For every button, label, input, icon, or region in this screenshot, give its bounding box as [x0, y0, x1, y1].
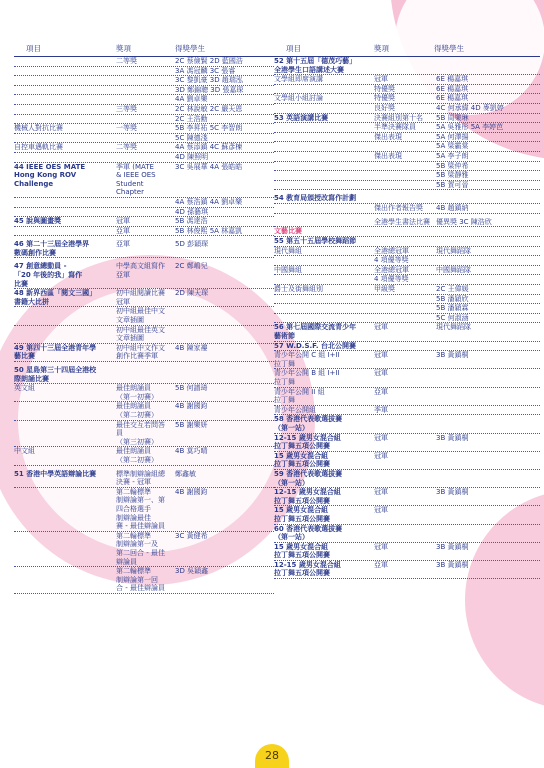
- item-cell: 15 歲男女混合組 拉丁舞五項公開賽: [274, 506, 330, 523]
- award-cell: 初中組閱讀比賽 冠軍: [116, 289, 165, 306]
- students-cell: 3B 黃鎮桐: [436, 433, 469, 442]
- table-row: [274, 434, 540, 452]
- table-row: [274, 114, 540, 124]
- table-row: [274, 351, 540, 369]
- students-cell: 4B 謝國鈞: [175, 402, 208, 411]
- award-cell: 初中組最佳中文 文章插圖: [116, 307, 165, 325]
- item-cell: 15 歲男女混合組 拉丁舞五項公開賽: [274, 542, 330, 560]
- section-title: 文藝比賽: [274, 227, 302, 236]
- award-cell: 亞軍: [116, 226, 130, 235]
- table-row: [274, 152, 540, 162]
- award-cell: 特優獎: [374, 84, 395, 93]
- students-cell: 2C 王偉媛: [436, 285, 469, 294]
- table-row: [14, 421, 274, 448]
- item-cell: 47 創意總動員 - 「20 年後的我」寫作 比賽: [14, 262, 83, 288]
- students-cell: 3C 黃健希: [175, 531, 208, 540]
- students-cell: 5B 何譜琦: [175, 384, 208, 393]
- students-cell: 5C 陳德淺: [175, 133, 208, 142]
- table-row: [14, 76, 274, 86]
- item-cell: 青少年公開組: [274, 405, 316, 414]
- item-cell: 44 IEEE OES MATE Hong Kong ROV Challenge: [14, 162, 86, 188]
- item-cell: 46 第二十三屆全港學界 數碼創作比賽: [14, 240, 90, 257]
- header-award: 獎項: [374, 44, 389, 53]
- header-students: 得獎學生: [175, 44, 205, 53]
- table-row: [14, 163, 274, 198]
- table-row: [14, 447, 274, 465]
- award-cell: 全港總冠軍: [374, 265, 409, 274]
- table-row: [14, 217, 274, 227]
- award-cell: 季軍 (MATE & IEEE OES Student Chapter: [116, 162, 156, 197]
- award-cell: 一等獎: [116, 124, 137, 133]
- award-cell: 冠軍: [374, 542, 388, 551]
- item-cell: 52 第十五屆「德茂巧藝」 全港學生口語講述大賽: [274, 57, 357, 74]
- table-row: [274, 85, 540, 95]
- table-row: [274, 488, 540, 506]
- right-column: [274, 44, 540, 579]
- students-cell: 5B 周樂琳: [436, 113, 469, 122]
- item-cell: 50 星島第三十四屆全港校 際朗誦比賽: [14, 366, 97, 383]
- award-cell: 最佳朗誦員 （第一初賽）: [116, 384, 158, 401]
- table-row: [14, 86, 274, 96]
- table-row: [274, 406, 540, 416]
- left-column: [14, 44, 274, 594]
- item-cell: 中國舞組: [274, 265, 302, 274]
- award-cell: 標準制辯論組總 決賽 - 冠軍: [116, 469, 165, 487]
- students-cell: 5B 馮達浩: [175, 217, 208, 226]
- students-cell: 4D 陳照明: [175, 152, 209, 161]
- item-cell: 54 教育局頒授改寫作計劃: [274, 194, 357, 203]
- table-row: [14, 67, 274, 77]
- table-row: [274, 162, 540, 172]
- award-cell: 良好獎: [374, 103, 395, 112]
- item-cell: 機械人對抗比賽: [14, 124, 63, 133]
- table-row: [274, 142, 540, 152]
- students-cell: 5B 潘穎霖: [436, 304, 469, 313]
- table-row: [274, 123, 540, 133]
- item-cell: 45 說與圖畫獎: [14, 217, 62, 226]
- table-row: [14, 402, 274, 420]
- students-cell: 5A 梁霸棠: [436, 142, 469, 151]
- students-cell: 5A 吳雅彤 5A 李婷芭: [436, 123, 504, 132]
- students-cell: 5C 何淑涵: [436, 313, 469, 322]
- award-cell: 傑出表現: [374, 151, 402, 160]
- students-cell: 2C 王浩勳: [175, 114, 208, 123]
- students-cell: 3B 黃鎮桐: [436, 560, 469, 569]
- table-row: [14, 326, 274, 344]
- page-number: 28: [255, 744, 289, 768]
- item-cell: 爵士及街舞組別: [274, 285, 323, 294]
- students-cell: 3B 黃鎮桐: [436, 488, 469, 497]
- table-row: [14, 384, 274, 402]
- students-cell: 3A 馮冠麟 3C 張睿: [175, 66, 236, 75]
- item-cell: 60 香港代表歌選拔賽 （第一站）: [274, 524, 343, 542]
- table-row: [14, 240, 274, 258]
- students-cell: 4B 謝國鈞: [175, 487, 208, 496]
- table-row: [274, 342, 540, 352]
- table-row: [274, 506, 540, 524]
- table-row: [274, 171, 540, 181]
- award-cell: 最佳交互若問答 員 （第三初賽）: [116, 420, 165, 446]
- table-row: [14, 95, 274, 105]
- students-cell: 3D 吳穎鑫: [175, 567, 209, 576]
- award-cell: 冠軍: [374, 506, 388, 515]
- table-row: [14, 532, 274, 567]
- award-cell: 甲級獎: [374, 285, 395, 294]
- table-row: [14, 289, 274, 307]
- students-cell: 5A 何澤揚: [436, 132, 469, 141]
- item-cell: 57 W.D.S.F. 台北公開賽: [274, 341, 357, 350]
- award-cell: 中學高文組寫作 亞軍: [116, 262, 165, 280]
- table-row: [274, 247, 540, 257]
- students-cell: 5D 彭穎琛: [175, 240, 209, 249]
- table-row: [274, 415, 540, 433]
- students-cell: 4B 莫巧晴: [175, 447, 208, 456]
- table-row: [274, 369, 540, 387]
- table-row: [274, 75, 540, 85]
- table-row: [14, 57, 274, 67]
- students-cell: 6E 楊嘉琪: [436, 94, 469, 103]
- table-row: [274, 57, 540, 75]
- award-cell: 冠軍: [116, 217, 130, 226]
- item-cell: 15 歲男女混合組 拉丁舞五項公開賽: [274, 451, 330, 469]
- table-row: [14, 134, 274, 144]
- award-cell: 初中組最佳英文 文章插圖: [116, 325, 165, 343]
- award-cell: 二等獎: [116, 57, 137, 65]
- students-cell: 4D 孫藝琪: [175, 207, 209, 216]
- students-cell: 3B 黃鎮桐: [436, 542, 469, 551]
- table-row: [14, 124, 274, 134]
- table-row: [274, 227, 540, 237]
- students-cell: 5B 梁仲希: [436, 161, 469, 170]
- item-cell: 59 香港代表歌選拔賽 （第一站）: [274, 469, 343, 487]
- students-cell: 5B 李昇祐 5C 李智朗: [175, 124, 243, 133]
- table-row: [14, 366, 274, 384]
- header-item: 項目: [26, 44, 41, 53]
- table-row: [274, 218, 540, 228]
- award-cell: 全港學生書法比賽: [374, 217, 430, 226]
- table-row: [274, 295, 540, 305]
- students-cell: 3C 黎凱豪 3D 趙瑞泓: [175, 76, 243, 85]
- item-cell: 58 香港代表歌選拔賽 （第一站）: [274, 415, 343, 432]
- students-cell: 5B 賀可晉: [436, 180, 469, 189]
- item-cell: 53 英語演講比賽: [274, 113, 329, 122]
- students-cell: 優異獎 3C 陳浩欣: [436, 217, 492, 226]
- table-row: [14, 488, 274, 532]
- award-cell: 季軍: [374, 405, 388, 414]
- item-cell: 現代舞組: [274, 246, 302, 255]
- item-cell: 49 第四十三屆全港青年學 藝比賽: [14, 343, 97, 361]
- award-cell: 第二輪標準 制辯論第一及 第二回合 - 最佳 辯論員: [116, 531, 165, 566]
- item-cell: 56 第七屆國際交流青少年 藝術節: [274, 323, 357, 341]
- item-cell: 英文組: [14, 384, 35, 393]
- header-award: 獎項: [116, 44, 131, 53]
- award-cell: 亞軍: [374, 560, 388, 569]
- award-cell: 冠軍: [374, 323, 388, 332]
- award-cell: 冠軍: [374, 433, 388, 442]
- award-cell: 冠軍: [374, 451, 388, 460]
- award-cell: 亞軍: [374, 387, 388, 396]
- award-cell: 決賽組別第十名: [374, 113, 423, 122]
- table-row: [14, 153, 274, 163]
- students-cell: 5B 梁靜雅: [436, 171, 469, 180]
- award-cell: 特優獎: [374, 94, 395, 103]
- award-cell: 冠軍: [374, 369, 388, 378]
- table-row: [14, 115, 274, 125]
- item-cell: 青少年公開 II 組 拉丁舞: [274, 387, 325, 405]
- table-row: [274, 525, 540, 543]
- students-cell: 5A 李子朗: [436, 151, 469, 160]
- table-row: [274, 181, 540, 191]
- table-row: [274, 314, 540, 324]
- students-cell: 5B 謝樂妍: [175, 420, 208, 429]
- header-item: 項目: [286, 44, 301, 53]
- award-cell: 最佳朗誦員 （第二初賽）: [116, 447, 158, 464]
- table-row: [14, 208, 274, 218]
- table-row: [14, 143, 274, 153]
- award-cell: 傑出表現: [374, 132, 402, 141]
- award-cell: 全港總冠軍: [374, 246, 409, 255]
- students-cell: 2D 陳天琛: [175, 289, 209, 298]
- students-cell: 5B 林俊熙 5A 林嘉凱: [175, 226, 243, 235]
- item-cell: 青少年公開 B 組 I+II 拉丁舞: [274, 369, 340, 386]
- award-cell: 冠軍: [374, 75, 388, 84]
- award-cell: 第二輪標準 制辯論第一回 合 - 最佳辯論員: [116, 567, 165, 593]
- students-cell: 鄭鑫敏: [175, 469, 196, 478]
- header-students: 得獎學生: [434, 44, 464, 53]
- table-row: [274, 388, 540, 406]
- table-row: [14, 344, 274, 362]
- item-cell: 文學組小組討論: [274, 94, 323, 103]
- award-cell: 半準決賽隊員: [374, 123, 416, 132]
- students-cell: 4A 蔡添鎮 4C 蘇彥楝: [175, 143, 243, 152]
- item-cell: 12-15 歲男女混合組 拉丁舞五項公開賽: [274, 433, 341, 451]
- left-table-header: [14, 44, 274, 57]
- left-award-table: [14, 57, 274, 594]
- award-cell: 第二輪標準 制辯論第一、第 四合格選手 制辯論最佳 賽 - 最佳辯論員: [116, 487, 165, 531]
- award-cell: 亞軍: [116, 240, 130, 249]
- students-cell: 4B 陳家褸: [175, 343, 208, 352]
- item-cell: 青少年公開 C 組 I+II 拉丁舞: [274, 351, 340, 368]
- item-cell: 中文組: [14, 447, 35, 456]
- table-row: [274, 323, 540, 341]
- students-cell: 4B 趙鎮納: [436, 203, 469, 212]
- item-cell: 自控車邁軌比賽: [14, 143, 63, 152]
- item-cell: 文學組即席演講: [274, 75, 323, 84]
- students-cell: 2C 林說敏 2C 嚴天恩: [175, 104, 243, 113]
- table-row: [14, 307, 274, 325]
- table-row: [274, 204, 540, 214]
- award-cell: 4 項優等獎: [374, 275, 409, 284]
- table-row: [14, 567, 274, 594]
- table-row: [274, 275, 540, 285]
- students-cell: 現代舞蹈隊: [436, 323, 471, 332]
- students-cell: 6E 楊嘉琪: [436, 84, 469, 93]
- table-row: [14, 227, 274, 237]
- table-row: [274, 285, 540, 295]
- award-cell: 冠軍: [374, 488, 388, 497]
- students-cell: 4A 蔡浩鎮 4A 劉卓樂: [175, 197, 243, 206]
- table-row: [274, 104, 540, 114]
- award-cell: 二等獎: [116, 143, 137, 152]
- table-row: [274, 470, 540, 488]
- award-cell: 4 項優等獎: [374, 256, 409, 265]
- students-cell: 3D 鄭錦聰 3D 張嘉琛: [175, 85, 244, 94]
- table-row: [14, 262, 274, 289]
- table-row: [14, 198, 274, 208]
- table-row: [274, 452, 540, 470]
- students-cell: 4A 劉卓樂: [175, 95, 208, 104]
- item-cell: 55 第五十五屆學校舞蹈節: [274, 237, 357, 246]
- table-row: [274, 237, 540, 247]
- table-row: [274, 543, 540, 561]
- item-cell: 51 香港中學英語辯論比賽: [14, 469, 97, 478]
- students-cell: 3C 吳展華 4A 張皓皓: [175, 162, 243, 171]
- right-table-header: [274, 44, 540, 57]
- table-row: [274, 94, 540, 104]
- students-cell: 3B 黃鎮桐: [436, 351, 469, 360]
- students-cell: 4C 何承緯 4D 麥凱婷: [436, 103, 504, 112]
- table-row: [14, 470, 274, 488]
- item-cell: 12-15 歲男女混合組 拉丁舞五項公開賽: [274, 488, 341, 505]
- students-cell: 2C 蔡儉賢 2D 藍國浩: [175, 57, 243, 65]
- students-cell: 6E 楊嘉琪: [436, 75, 469, 84]
- students-cell: 中國舞蹈隊: [436, 265, 471, 274]
- award-cell: 初中組中文作文 創作比賽季軍: [116, 343, 165, 361]
- award-cell: 冠軍: [374, 351, 388, 360]
- table-row: [274, 304, 540, 314]
- students-cell: 5B 潘穎欣: [436, 294, 469, 303]
- table-row: [274, 256, 540, 266]
- item-cell: 48 新界西區「閱文三國」 書籍大比拼: [14, 289, 97, 306]
- award-cell: 傑出作者報告獎: [374, 203, 423, 212]
- table-row: [274, 133, 540, 143]
- table-row: [274, 194, 540, 204]
- item-cell: 12-15 歲男女混合組 拉丁舞五項公開賽: [274, 560, 341, 578]
- students-cell: 2C 鄭嶋兒: [175, 262, 208, 271]
- award-cell: 最佳朗誦員 （第二初賽）: [116, 402, 158, 419]
- table-row: [274, 561, 540, 579]
- students-cell: 現代舞蹈隊: [436, 246, 471, 255]
- table-row: [14, 105, 274, 115]
- award-cell: 三等獎: [116, 104, 137, 113]
- right-award-table: [274, 57, 540, 579]
